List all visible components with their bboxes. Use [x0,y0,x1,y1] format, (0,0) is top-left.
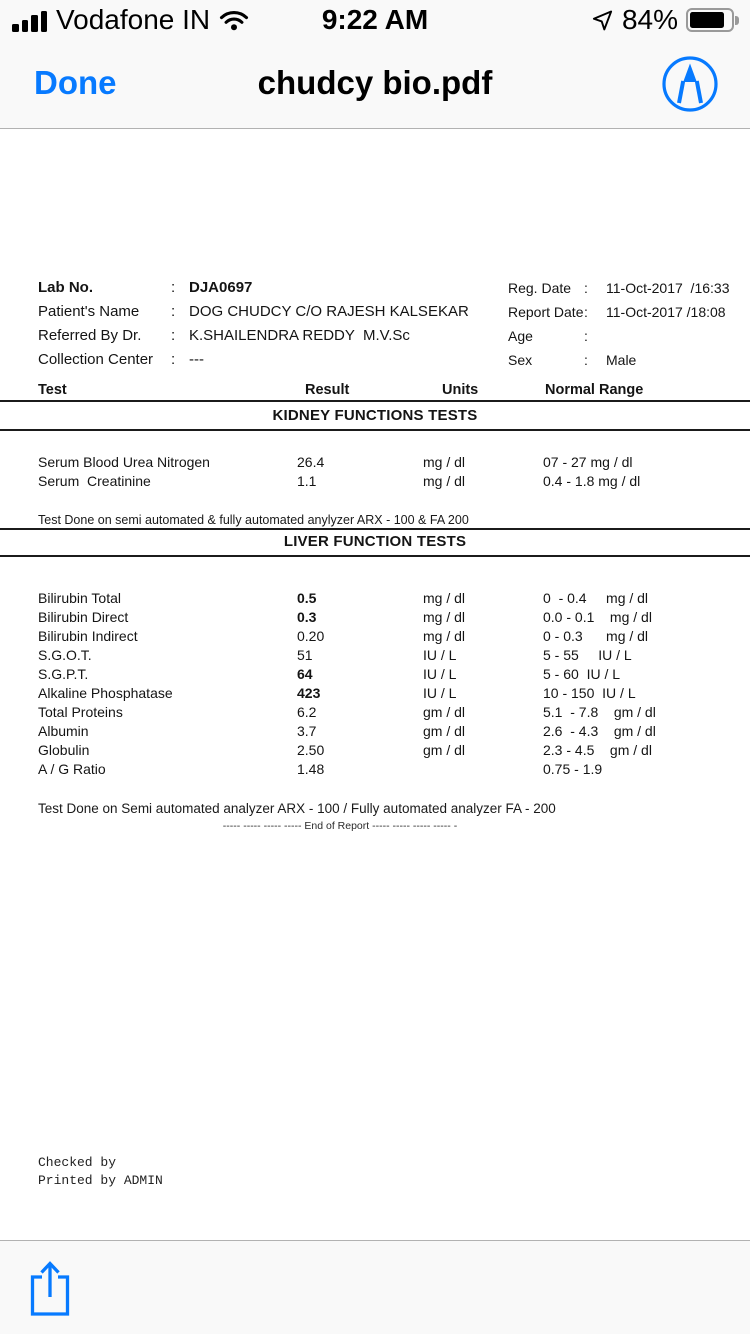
info-label: Lab No. [38,279,93,296]
navigation-bar [0,40,750,129]
test-normal-range: 0 - 0.4 mg / dl [543,590,649,606]
test-result: 51 [297,647,313,663]
cellular-signal-icon [12,10,47,32]
info-value: DJA0697 [189,279,253,296]
info-row [508,324,740,348]
info-colon: : [584,280,588,296]
test-units: IU / L [423,685,457,701]
test-units: IU / L [423,666,457,682]
test-normal-range: 5 - 60 IU / L [543,666,621,682]
test-units: mg / dl [423,628,466,644]
info-colon: : [584,304,588,320]
location-arrow-icon [591,9,614,32]
test-result: 0.5 [297,590,317,606]
analyzer-note-kidney: Test Done on semi automated & fully automated anylyzer ARX - 100 & FA 200 [0,514,750,530]
info-value: K.SHAILENDRA REDDY M.V.Sc [189,327,410,344]
patient-info-right [508,276,740,372]
printed-by: Printed by ADMIN [38,1173,163,1188]
test-result: 0.3 [297,609,317,625]
test-name: Bilirubin Indirect [38,628,138,644]
test-units: gm / dl [423,742,466,758]
column-header-result: Result [305,382,350,398]
info-label: Reg. Date [508,280,572,296]
info-value: Male [606,352,637,368]
test-units: gm / dl [423,704,466,720]
info-colon: : [171,351,176,368]
test-result: 64 [297,666,313,682]
status-bar [0,0,750,40]
test-units: IU / L [423,647,457,663]
info-row [38,276,469,300]
info-label: Referred By Dr. [38,327,142,344]
test-units: gm / dl [423,723,466,739]
column-header-test: Test [38,382,67,398]
test-name: S.G.P.T. [38,666,89,682]
test-units: mg / dl [423,473,466,489]
test-normal-range: 10 - 150 IU / L [543,685,636,701]
checked-by: Checked by [38,1155,117,1170]
info-row [508,300,740,324]
test-name: S.G.O.T. [38,647,92,663]
battery-percent: 84% [621,4,678,35]
test-name: A / G Ratio [38,761,106,777]
kidney-test-rows [0,453,750,491]
test-normal-range: 5 - 55 IU / L [543,647,632,663]
section-title-liver: LIVER FUNCTION TESTS [0,528,750,557]
test-normal-range: 0.75 - 1.9 [543,761,603,777]
info-label: Report Date [508,304,584,320]
test-name: Albumin [38,723,89,739]
carrier-label: Vodafone IN [56,4,211,35]
report-footer [38,1154,163,1190]
info-label: Patient's Name [38,303,140,320]
pdf-page[interactable] [0,130,750,1240]
wifi-icon [219,9,249,31]
info-value: DOG CHUDCY C/O RAJESH KALSEKAR [189,303,469,320]
markup-button[interactable] [660,54,720,117]
column-header-units: Units [442,382,479,398]
markup-pen-icon [660,54,720,114]
info-label: Collection Center [38,351,154,368]
info-label: Sex [508,352,533,368]
info-row [508,276,740,300]
test-normal-range: 07 - 27 mg / dl [543,454,633,470]
section-title-kidney: KIDNEY FUNCTIONS TESTS [0,400,750,431]
document-title: chudcy bio.pdf [257,64,493,102]
table-header [0,382,750,398]
test-units: mg / dl [423,609,466,625]
test-normal-range: 0.4 - 1.8 mg / dl [543,473,641,489]
info-colon: : [584,352,588,368]
info-row [38,300,469,324]
info-colon: : [584,328,588,344]
test-result: 0.20 [297,628,325,644]
info-value: --- [189,351,204,368]
liver-test-rows [0,589,750,779]
test-normal-range: 0.0 - 0.1 mg / dl [543,609,652,625]
column-header-range: Normal Range [545,382,644,398]
test-name: Serum Blood Urea Nitrogen [38,454,210,470]
test-name: Globulin [38,742,90,758]
analyzer-note-liver: Test Done on Semi automated analyzer ARX - 100 / Fully automated analyzer FA - 200 [38,801,556,816]
test-result: 1.48 [297,761,325,777]
test-name: Bilirubin Total [38,590,122,606]
test-name: Serum Creatinine [38,473,151,489]
test-result: 3.7 [297,723,317,739]
done-button[interactable]: Done [34,64,117,102]
info-row [38,348,469,372]
test-normal-range: 0 - 0.3 mg / dl [543,628,649,644]
test-result: 6.2 [297,704,317,720]
test-units [423,760,543,779]
test-name: Bilirubin Direct [38,609,129,625]
patient-info-left [38,276,469,372]
clock: 9:22 AM [321,4,429,35]
info-colon: : [171,303,176,320]
info-value: 11-Oct-2017 /16:33 [606,280,730,296]
share-icon [27,1259,73,1319]
end-of-report: ----- ----- ----- ----- End of Report ----- ----- ----- ----- - [222,820,458,832]
bottom-toolbar [0,1240,750,1334]
test-result: 423 [297,685,321,701]
battery-icon [686,8,734,32]
test-normal-range: 2.6 - 4.3 gm / dl [543,723,656,739]
info-row [38,324,469,348]
test-result: 26.4 [297,454,325,470]
info-row [508,348,740,372]
test-normal-range: 5.1 - 7.8 gm / dl [543,704,656,720]
info-label: Age [508,328,533,344]
test-result: 1.1 [297,473,317,489]
test-result: 2.50 [297,742,325,758]
test-units: mg / dl [423,590,466,606]
info-value: 11-Oct-2017 /18:08 [606,304,726,320]
test-name: Alkaline Phosphatase [38,685,173,701]
test-normal-range: 2.3 - 4.5 gm / dl [543,742,652,758]
share-button[interactable] [27,1259,73,1322]
info-colon: : [171,327,176,344]
test-units: mg / dl [423,454,466,470]
info-colon: : [171,279,176,296]
test-name: Total Proteins [38,704,123,720]
